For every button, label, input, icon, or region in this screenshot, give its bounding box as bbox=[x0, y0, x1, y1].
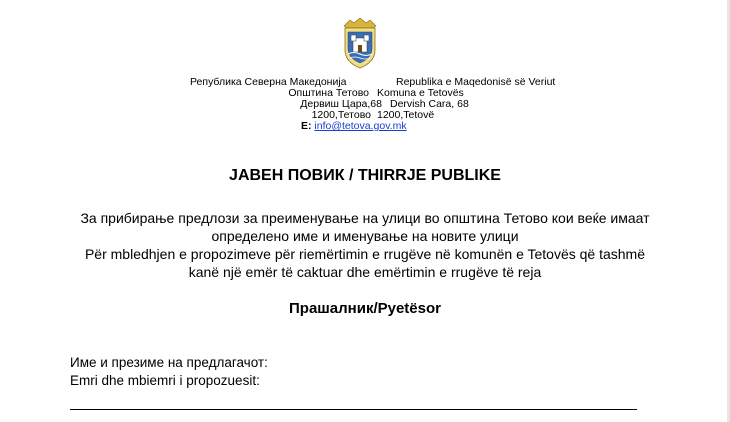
header-municipality-mk: Општина Тетово bbox=[288, 87, 369, 99]
header-city-al: 1200,Tetovë bbox=[377, 109, 435, 121]
header-country-mk: Република Северна Македонија bbox=[190, 76, 347, 88]
email-link[interactable]: info@tetova.gov.mk bbox=[314, 120, 407, 132]
email-label: E: bbox=[301, 120, 312, 132]
intro-al-line2: kanë një emër të caktuar dhe emërtimin e rrugëve të reja bbox=[188, 264, 542, 280]
proposer-name-label-mk: Име и презиме на предлагачот: bbox=[70, 355, 268, 370]
header-country-al: Republika e Maqedonisë së Veriut bbox=[396, 76, 556, 88]
header-email-line bbox=[301, 120, 407, 132]
questionnaire-title: Прашалник/Pyetësor bbox=[289, 300, 441, 317]
intro-mk-line1: За прибирање предлози за преименување на улици во општина Тетово кои веќе имаат bbox=[80, 210, 650, 226]
header-street-al: Dervish Cara, 68 bbox=[390, 98, 469, 110]
intro-al-line1: Për mbledhjen e propozimeve për riemërtimin e rrugëve në komunën e Tetovës që tashmë bbox=[84, 246, 646, 262]
proposer-name-answer-line[interactable] bbox=[70, 409, 637, 410]
header-municipality-al: Komuna e Tetovës bbox=[377, 87, 464, 99]
intro-mk-line2: определено име и именување на новите улици bbox=[211, 228, 519, 244]
proposer-name-label-al: Emri dhe mbiemri i propozuesit: bbox=[70, 373, 260, 388]
header-street-mk: Дервиш Цара,68 bbox=[300, 98, 382, 110]
coat-of-arms-icon bbox=[340, 16, 380, 70]
header-city-mk: 1200,Тетово bbox=[311, 109, 371, 121]
document-title: ЈАВЕН ПОВИК / THIRRJE PUBLIKE bbox=[229, 167, 501, 184]
